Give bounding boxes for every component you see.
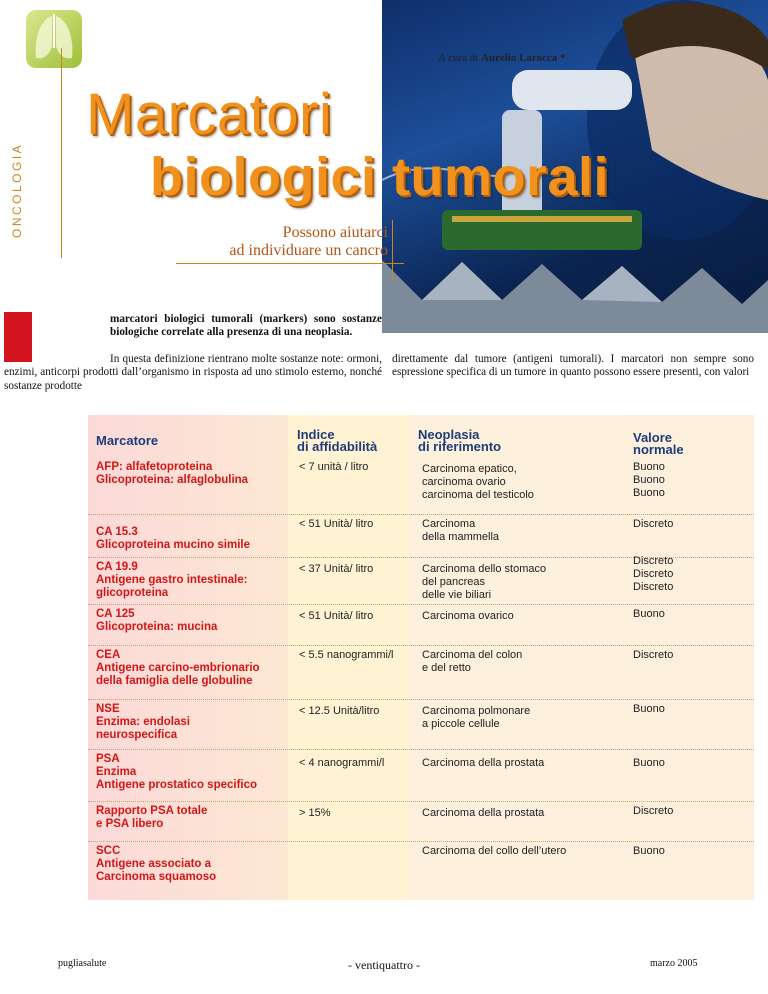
- reference-neoplasm-line: carcinoma del testicolo: [422, 489, 534, 501]
- header-valore-line-2: normale: [633, 442, 684, 457]
- subtitle-line-2: ad individuare un cancro: [229, 242, 388, 259]
- marker-name-line: CA 125: [96, 608, 135, 620]
- normal-value-line: Buono: [633, 703, 665, 715]
- reference-neoplasm-line: della mammella: [422, 531, 500, 543]
- marker-name-line: Antigene carcino-embrionario: [96, 662, 260, 674]
- marker-name-line: PSA: [96, 753, 120, 765]
- normal-value-line: Buono: [633, 608, 665, 620]
- normal-value-line: Discreto: [633, 581, 674, 593]
- header-indice-line-1: Indice: [297, 427, 335, 442]
- marker-name-line: Enzima: endolasi: [96, 716, 190, 728]
- author-name: Aurelio Larocca *: [481, 52, 566, 64]
- reliability-index: < 5.5 nanogrammi/l: [299, 649, 394, 661]
- markers-table: [88, 415, 754, 900]
- marker-name-line: CEA: [96, 649, 121, 661]
- table-row-separator: [88, 514, 754, 515]
- reference-neoplasm-line: carcinoma ovario: [422, 476, 506, 488]
- marker-name-line: SCC: [96, 845, 121, 857]
- marker-name-line: CA 15.3: [96, 526, 138, 538]
- normal-value-line: Buono: [633, 845, 665, 857]
- reference-neoplasm-line: Carcinoma del colon: [422, 649, 523, 661]
- marker-name-line: NSE: [96, 703, 120, 715]
- subtitle-rule: [176, 263, 404, 264]
- marker-name-line: CA 19.9: [96, 561, 138, 573]
- table-row-separator: [88, 645, 754, 646]
- reliability-index: < 4 nanogrammi/l: [299, 757, 385, 769]
- reliability-index: < 12.5 Unità/litro: [299, 705, 380, 717]
- header-marcatore: Marcatore: [96, 433, 159, 448]
- reference-neoplasm-line: delle vie biliari: [422, 589, 492, 601]
- reference-neoplasm-line: Carcinoma della prostata: [422, 807, 545, 819]
- marker-name-line: Antigene associato a: [96, 858, 212, 870]
- marker-name-line: AFP: alfafetoproteina: [96, 461, 213, 473]
- reference-neoplasm-line: e del retto: [422, 662, 471, 674]
- reliability-index: < 37 Unità/ litro: [299, 563, 374, 575]
- reliability-index: > 15%: [299, 807, 331, 819]
- lead-paragraph: marcatori biologici tumorali (markers) sono sostanze biologiche correlate alla presenza di una neoplasia.: [110, 313, 382, 339]
- normal-value-line: Buono: [633, 487, 665, 499]
- table-row-separator: [88, 699, 754, 700]
- column-1-text: In questa definizione rientrano molte sostanze note: ormoni, enzimi, anticorpi prodotti dall’organismo in risposta ad uno stimolo esterno, nonché sostanze prodotte: [4, 353, 382, 392]
- subtitle-line-1: Possono aiutarci: [282, 224, 388, 241]
- footer-page-number: - ventiquattro -: [348, 958, 420, 972]
- normal-value-line: Discreto: [633, 518, 674, 530]
- reference-neoplasm-line: Carcinoma polmonare: [422, 705, 531, 717]
- marker-name-line: Glicoproteina: alfaglobulina: [96, 474, 249, 486]
- table-row-separator: [88, 604, 754, 605]
- column-2-text: direttamente dal tumore (antigeni tumorali). I marcatori non sempre sono espressione specifica di un tumore in quanto possono essere presenti, con valori: [392, 353, 754, 379]
- title-line-2: biologici tumorali: [150, 147, 610, 207]
- table-row-separator: [88, 841, 754, 842]
- normal-value-line: Discreto: [633, 555, 674, 567]
- reliability-index: < 51 Unità/ litro: [299, 610, 374, 622]
- marker-name-line: neurospecifica: [96, 729, 178, 741]
- lungs-logo: [26, 10, 82, 68]
- author-prefix: A cura di: [438, 52, 479, 64]
- marker-name-line: e PSA libero: [96, 818, 164, 830]
- marker-name-line: Glicoproteina mucino simile: [96, 539, 251, 551]
- normal-value-line: Discreto: [633, 805, 674, 817]
- table-row-separator: [88, 749, 754, 750]
- marker-name-line: della famiglia delle globuline: [96, 675, 253, 687]
- header-indice-line-2: di affidabilità: [297, 439, 378, 454]
- marker-name-line: Rapporto PSA totale: [96, 805, 208, 817]
- header-neoplasia-line-1: Neoplasia: [418, 427, 480, 442]
- reference-neoplasm-line: del pancreas: [422, 576, 485, 588]
- reference-neoplasm-line: Carcinoma ovarico: [422, 610, 514, 622]
- marker-name-line: Glicoproteina: mucina: [96, 621, 218, 633]
- normal-value-line: Discreto: [633, 568, 674, 580]
- table-row-separator: [88, 801, 754, 802]
- normal-value-line: Buono: [633, 461, 665, 473]
- reference-neoplasm-line: a piccole cellule: [422, 718, 500, 730]
- section-rule: [61, 48, 62, 258]
- author-credit: [438, 52, 566, 64]
- marker-name-line: Antigene prostatico specifico: [96, 779, 258, 791]
- reference-neoplasm-line: Carcinoma della prostata: [422, 757, 545, 769]
- reference-neoplasm-line: Carcinoma dello stomaco: [422, 563, 547, 575]
- subtitle: [160, 224, 388, 260]
- normal-value-line: Discreto: [633, 649, 674, 661]
- title-line-1: Marcatori: [86, 82, 333, 147]
- reliability-index: < 7 unità / litro: [299, 461, 369, 473]
- header-valore-line-1: Valore: [633, 430, 673, 445]
- footer-magazine: pugliasalute: [58, 958, 107, 969]
- normal-value-line: Buono: [633, 757, 665, 769]
- reference-neoplasm-line: Carcinoma epatico,: [422, 463, 517, 475]
- marker-name-line: Antigene gastro intestinale:: [96, 574, 248, 586]
- reference-neoplasm-line: Carcinoma del collo dell’utero: [422, 845, 567, 857]
- reliability-index: < 51 Unità/ litro: [299, 518, 374, 530]
- normal-value-line: Buono: [633, 474, 665, 486]
- header-neoplasia-line-2: di riferimento: [418, 439, 502, 454]
- subtitle-vertical-rule: [392, 220, 393, 282]
- footer-date: marzo 2005: [650, 958, 698, 969]
- marker-name-line: Carcinoma squamoso: [96, 871, 217, 883]
- section-label: ONCOLOGIA: [10, 142, 24, 238]
- reference-neoplasm-line: Carcinoma: [422, 518, 476, 530]
- marker-name-line: glicoproteina: [96, 587, 169, 599]
- marker-name-line: Enzima: [96, 766, 137, 778]
